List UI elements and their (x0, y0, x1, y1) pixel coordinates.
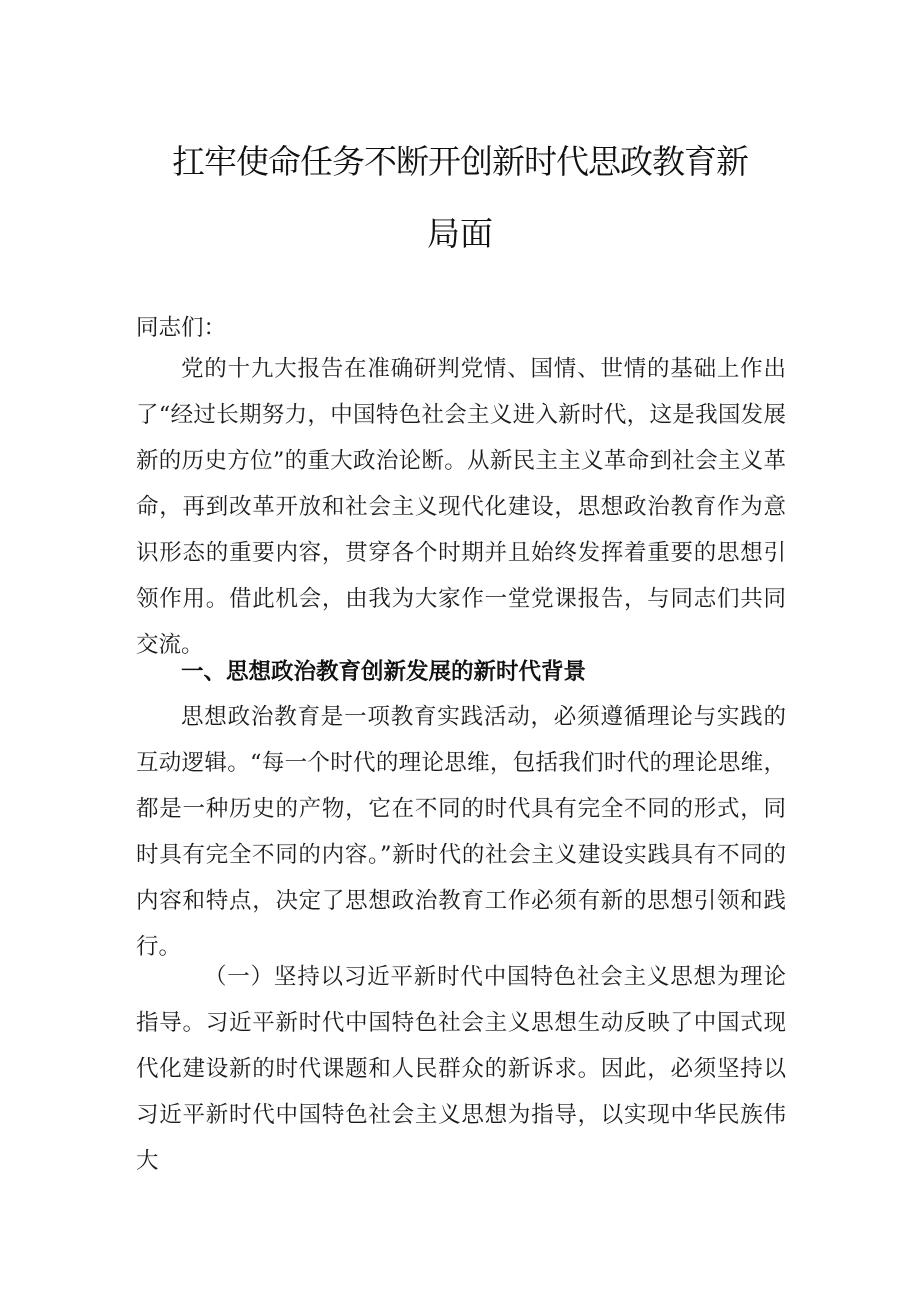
paragraph-background: 思想政治教育是一项教育实践活动，必须遵循理论与实践的互动逻辑。“每一个时代的理论思维，包括我们时代的理论思维，都是一种历史的产物，它在不同的时代具有完全不同的形式，同时具有完全不同的内容。”新时代的社会主义建设实践具有不同的内容和特点，决定了思想政治教育工作必须有新的思想引领和践行。 (136, 704, 786, 960)
paragraph-subsection-1: （一）坚持以习近平新时代中国特色社会主义思想为理论指导。习近平新时代中国特色社会主义思想生动反映了中国式现代化建设新的时代课题和人民群众的新诉求。因此，必须坚持以习近平新时代中国特色社会主义思想为指导，以实现中华民族伟大 (136, 964, 786, 1174)
section-heading-1: 一、思想政治教育创新发展的新时代背景 (181, 659, 587, 685)
document-title-line-1: 扛牢使命任务不断开创新时代思政教育新 (172, 142, 748, 181)
salutation: 同志们： (136, 315, 227, 341)
document-title-line-2: 局面 (427, 214, 493, 253)
paragraph-intro: 党的十九大报告在准确研判党情、国情、世情的基础上作出了“经过长期努力，中国特色社会主义进入新时代，这是我国发展新的历史方位”的重大政治论断。从新民主主义革命到社会主义革命，再到改革开放和社会主义现代化建设，思想政治教育作为意识形态的重要内容，贯穿各个时期并且始终发挥着重要的思想引领作用。借此机会，由我为大家作一堂党课报告，与同志们共同交流。 (136, 356, 786, 658)
